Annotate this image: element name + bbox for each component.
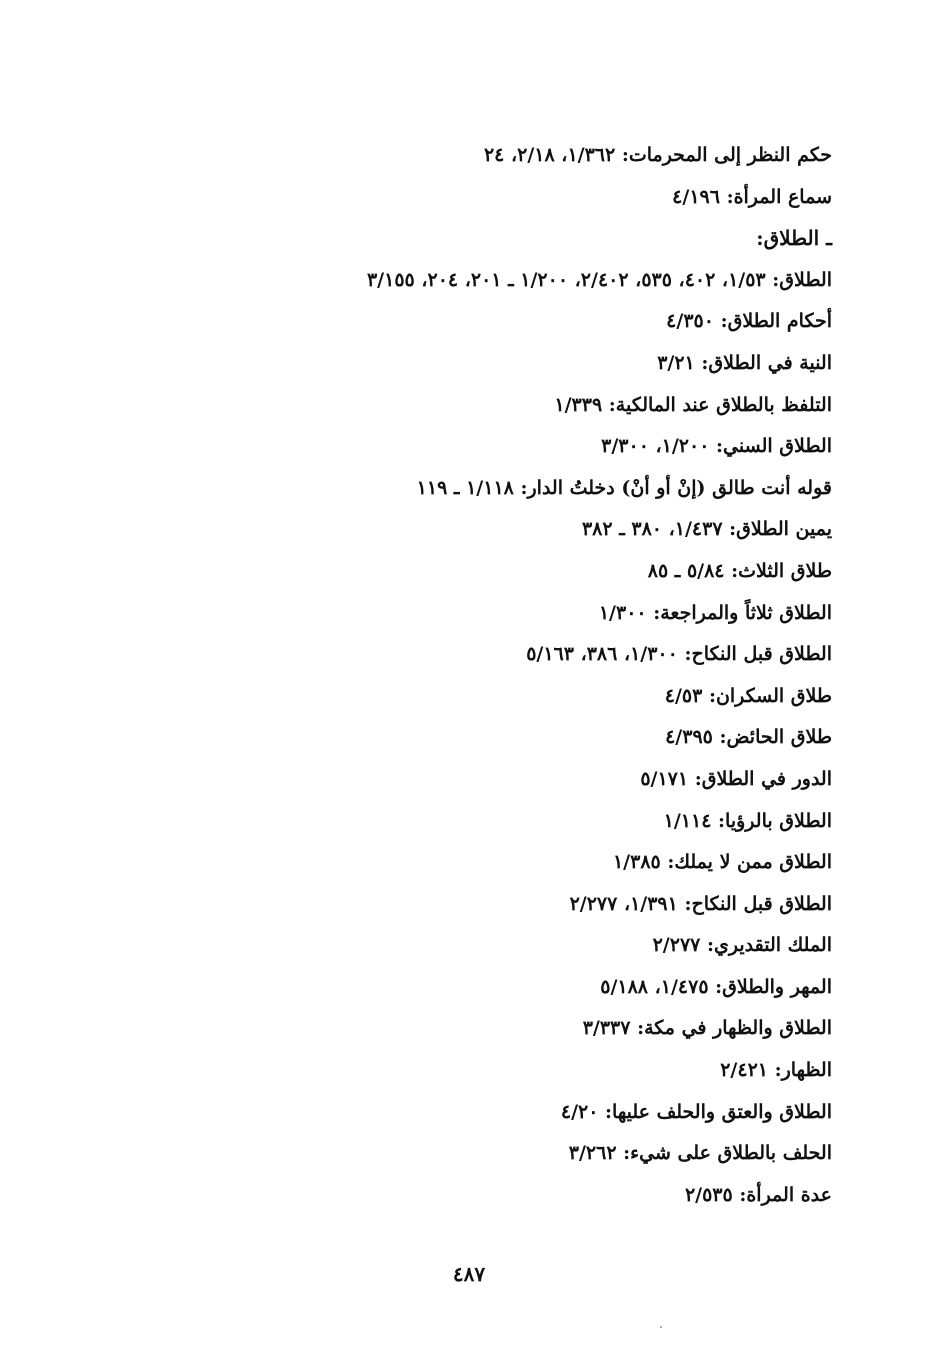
index-entries-list [232, 135, 832, 1216]
entry-term: ـ الطلاق: [756, 226, 832, 251]
index-entry [232, 551, 832, 593]
index-entry [232, 717, 832, 759]
entry-term: يمين الطلاق: [729, 518, 832, 541]
entry-term: طلاق الحائض: [719, 726, 832, 749]
scan-speck [660, 1326, 662, 1328]
entry-term: التلفظ بالطلاق عند المالكية: [608, 393, 832, 416]
entry-references: ٣/٢٦٢ [568, 1142, 617, 1165]
entry-references: ٤/٢٠ [560, 1100, 599, 1123]
entry-term: الظهار: [774, 1059, 832, 1082]
entry-references: ١/٣٠٠ [598, 601, 647, 624]
entry-references: ٢/٢٧٧ [652, 934, 701, 957]
entry-term: طلاق الثلاث: [731, 559, 832, 582]
entry-references: ٤/٣٩٥ [665, 726, 713, 749]
entry-term: الطلاق ثلاثاً والمراجعة: [653, 601, 832, 624]
index-entry [232, 593, 832, 635]
index-entry [232, 426, 832, 468]
entry-references: ١/٣٨٥ [612, 851, 661, 874]
index-entry [232, 842, 832, 884]
index-entry [232, 343, 832, 385]
index-entry [232, 1050, 832, 1092]
entry-term: الطلاق ممن لا يملك: [667, 851, 832, 874]
entry-references: ١/١١٨ ـ ١١٩ [416, 476, 514, 499]
entry-term: الدور في الطلاق: [694, 767, 832, 790]
entry-references: ٤/٥٣ [664, 684, 703, 707]
index-entry [232, 634, 832, 676]
entry-references: ١/٣٣٩ [554, 393, 603, 416]
entry-term: عدة المرأة: [739, 1183, 832, 1206]
entry-references: ٤/٣٥٠ [666, 310, 714, 333]
entry-term: طلاق السكران: [708, 684, 832, 707]
entry-references: ١/٤٧٥، ٥/١٨٨ [600, 975, 709, 998]
entry-term: الطلاق قبل النكاح: [684, 892, 832, 915]
index-entry [232, 509, 832, 551]
entry-term: الطلاق: [772, 268, 832, 291]
entry-references: ١/٣٩١، ٢/٢٧٧ [569, 892, 678, 915]
entry-term: أحكام الطلاق: [720, 310, 832, 333]
entry-term: سماع المرأة: [726, 185, 832, 208]
index-entry [232, 385, 832, 427]
entry-term: قوله أنت طالق (إنْ أو أنْ) دخلتُ الدار: [520, 476, 832, 499]
entry-references: ٣/٢١ [657, 351, 695, 374]
entry-references: ٤/١٩٦ [672, 185, 720, 208]
index-entry [232, 759, 832, 801]
index-entry [232, 177, 832, 219]
index-entry [232, 925, 832, 967]
entry-term: الحلف بالطلاق على شيء: [623, 1142, 832, 1165]
index-entry [232, 1175, 832, 1217]
entry-references: ١/٢٠٠، ٣/٣٠٠ [601, 435, 710, 458]
entry-term: الملك التقديري: [706, 934, 832, 957]
entry-references: ٥/٨٤ ـ ٨٥ [647, 559, 725, 582]
index-entry [232, 967, 832, 1009]
index-entry [232, 884, 832, 926]
index-entry [232, 135, 832, 177]
entry-term: حكم النظر إلى المحرمات: [621, 144, 832, 166]
index-entry [232, 1092, 832, 1134]
section-heading [232, 218, 832, 260]
entry-references: ٢/٤٢١ [720, 1059, 768, 1082]
entry-references: ٢/٥٣٥ [684, 1183, 733, 1206]
entry-references: ٥/١٧١ [640, 767, 689, 790]
entry-references: ١/٣٦٢، ٢/١٨، ٢٤ [483, 144, 616, 166]
index-entry [232, 260, 832, 302]
entry-references: ٣/٣٣٧ [582, 1017, 631, 1040]
index-entry [232, 801, 832, 843]
entry-references: ١/٥٣، ٤٠٢، ٥٣٥، ٢/٤٠٢، ١/٢٠٠ ـ ٢٠١، ٢٠٤، ٣/١٥٥ [366, 268, 766, 291]
index-entry [232, 676, 832, 718]
index-entry [232, 1133, 832, 1175]
entry-term: الطلاق السني: [716, 435, 832, 458]
entry-term: الطلاق قبل النكاح: [684, 643, 832, 666]
entry-references: ١/١١٤ [663, 809, 712, 832]
entry-references: ١/٤٣٧، ٣٨٠ ـ ٣٨٢ [581, 518, 723, 541]
page-number: ٤٨٧ [452, 1262, 486, 1286]
entry-term: الطلاق والظهار في مكة: [637, 1017, 832, 1040]
entry-term: الطلاق بالرؤيا: [718, 809, 832, 832]
index-entry [232, 1008, 832, 1050]
entry-term: الطلاق والعتق والحلف عليها: [605, 1100, 832, 1123]
entry-term: النية في الطلاق: [701, 351, 832, 374]
index-entry [232, 468, 832, 510]
index-entry [232, 301, 832, 343]
entry-term: المهر والطلاق: [715, 975, 832, 998]
entry-references: ١/٣٠٠، ٣٨٦، ٥/١٦٣ [526, 643, 678, 666]
